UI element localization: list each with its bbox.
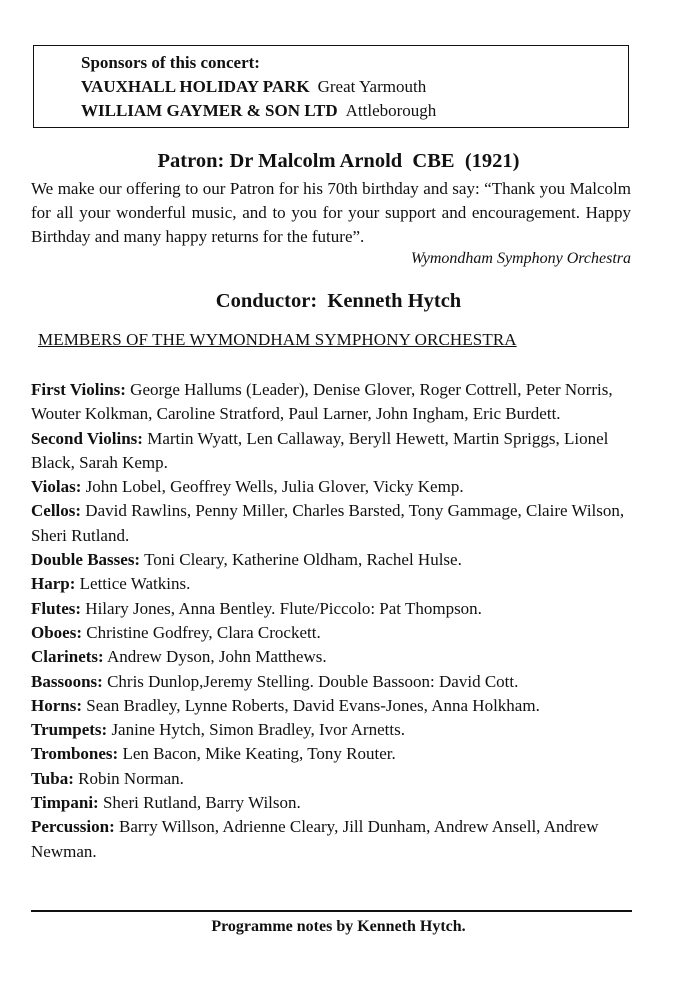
section-harp <box>31 572 631 596</box>
section-cellos <box>31 499 631 548</box>
section-horns <box>31 694 631 718</box>
section-label: Bassoons: <box>31 671 103 691</box>
section-label: Trumpets: <box>31 720 108 740</box>
section-percussion <box>31 815 631 864</box>
sponsor-name: WILLIAM GAYMER & SON LTD <box>81 101 338 120</box>
section-members: Lettice Watkins. <box>79 574 191 594</box>
section-members: Chris Dunlop,Jeremy Stelling. Double Bassoon: David Cott. <box>107 671 519 691</box>
sponsor-line <box>81 99 628 123</box>
section-label: Horns: <box>31 695 82 715</box>
programme-notes-credit: Programme notes by Kenneth Hytch. <box>211 918 466 935</box>
patron-signature: Wymondham Symphony Orchestra <box>410 250 631 267</box>
section-tuba <box>31 767 631 791</box>
section-members: Janine Hytch, Simon Bradley, Ivor Arnetts. <box>111 720 405 740</box>
section-label: Oboes: <box>31 622 82 642</box>
sponsor-location: Attleborough <box>345 101 437 120</box>
section-violas <box>31 475 631 499</box>
divider-rule <box>31 910 632 912</box>
section-second-violins <box>31 427 631 476</box>
section-timpani <box>31 791 631 815</box>
section-members: John Lobel, Geoffrey Wells, Julia Glover, Vicky Kemp. <box>85 477 464 497</box>
section-label: Timpani: <box>31 793 99 813</box>
section-members: Martin Wyatt, Len Callaway, Beryll Hewett, Martin Spriggs, Lionel Black, Sarah Kemp. <box>31 428 609 472</box>
sponsors-heading: Sponsors of this concert: <box>81 53 260 72</box>
patron-title: Patron: Dr Malcolm Arnold CBE (1921) <box>157 150 520 172</box>
section-label: Tuba: <box>31 768 74 788</box>
section-label: Flutes: <box>31 598 82 618</box>
section-members: Sean Bradley, Lynne Roberts, David Evans-Jones, Anna Holkham. <box>86 695 540 715</box>
section-label: Double Basses: <box>31 550 141 570</box>
sponsor-name: VAUXHALL HOLIDAY PARK <box>81 77 310 96</box>
section-members: Sheri Rutland, Barry Wilson. <box>102 793 301 813</box>
sponsor-line <box>81 75 628 99</box>
section-label: Harp: <box>31 574 76 594</box>
patron-message: We make our offering to our Patron for his 70th birthday and say: “Thank you Malcolm for all your wonderful music, and to you for your support and encouragement. Happy Birthday and many happy returns for the future”. <box>31 179 631 246</box>
section-members: Andrew Dyson, John Matthews. <box>107 647 327 667</box>
section-members: Christine Godfrey, Clara Crockett. <box>86 622 321 642</box>
section-members: Len Bacon, Mike Keating, Tony Router. <box>122 744 396 764</box>
section-members: Barry Willson, Adrienne Cleary, Jill Dunham, Andrew Ansell, Andrew Newman. <box>31 817 599 861</box>
section-label: First Violins: <box>31 380 126 399</box>
section-flutes <box>31 597 631 621</box>
section-trumpets <box>31 718 631 742</box>
section-double-basses <box>31 548 631 572</box>
section-members: David Rawlins, Penny Miller, Charles Barsted, Tony Gammage, Claire Wilson, Sheri Rutland. <box>31 501 625 545</box>
members-heading: MEMBERS OF THE WYMONDHAM SYMPHONY ORCHESTRA <box>38 330 517 349</box>
section-oboes <box>31 621 631 645</box>
section-members: Robin Norman. <box>78 768 184 788</box>
section-first-violins <box>31 378 631 427</box>
section-label: Violas: <box>31 477 82 497</box>
section-label: Clarinets: <box>31 647 104 667</box>
sponsor-location: Great Yarmouth <box>317 77 427 96</box>
section-trombones <box>31 742 631 766</box>
orchestra-roster <box>31 378 631 864</box>
sponsors-box <box>33 45 629 128</box>
section-members: George Hallums (Leader), Denise Glover, Roger Cottrell, Peter Norris, Wouter Kolkman, Caroline Stratford, Paul Larner, John Ingham, Eric Burdett. <box>31 380 613 424</box>
conductor-line: Conductor: Kenneth Hytch <box>215 290 462 312</box>
section-members: Toni Cleary, Katherine Oldham, Rachel Hulse. <box>144 550 462 570</box>
section-members: Hilary Jones, Anna Bentley. Flute/Piccolo: Pat Thompson. <box>85 598 482 618</box>
section-label: Second Violins: <box>31 428 143 448</box>
section-label: Cellos: <box>31 501 82 521</box>
section-bassoons <box>31 670 631 694</box>
section-clarinets <box>31 645 631 669</box>
section-label: Percussion: <box>31 817 115 837</box>
section-label: Trombones: <box>31 744 119 764</box>
